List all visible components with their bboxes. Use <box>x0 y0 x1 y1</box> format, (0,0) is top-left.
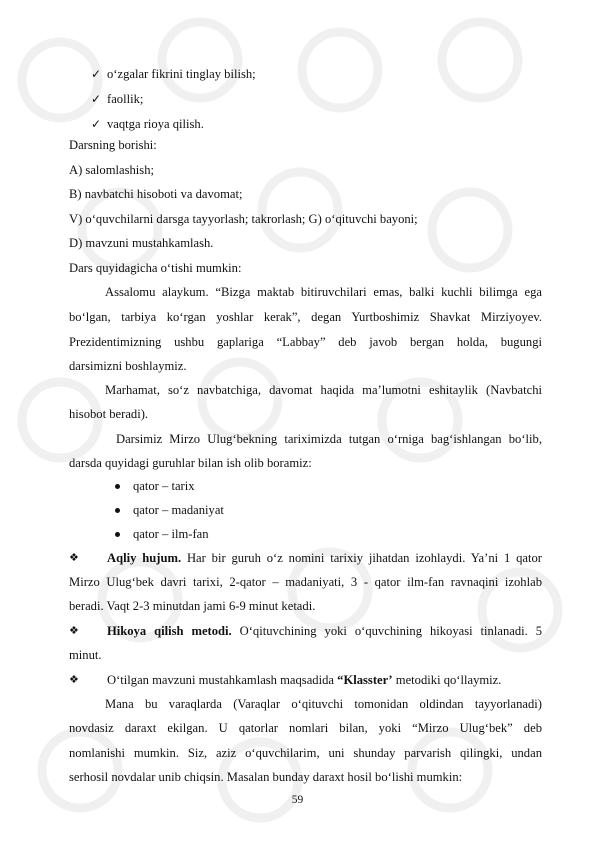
lesson-heading: Darsning borishi: <box>69 138 157 152</box>
paragraph-line: Marhamat, so‘z navbatchiga, davomat haqida ma’lumotni eshitaylik (Navbatchi <box>105 383 542 397</box>
lesson-step: B) navbatchi hisoboti va davomat; <box>69 187 243 201</box>
bullet-icon <box>115 532 120 537</box>
group-item: qator – ilm-fan <box>133 527 209 541</box>
diamond-bullet-icon: ❖ <box>69 625 79 637</box>
check-icon: ✓ <box>91 117 102 131</box>
method-title: Hikoya qilish metodi. <box>107 624 232 638</box>
paragraph-line: darsda quyidagi guruhlar bilan ish olib boramiz: <box>69 456 312 470</box>
lesson-step: A) salomlashish; <box>69 163 155 177</box>
page-number: 59 <box>291 794 304 806</box>
paragraph-line: Darsimiz Mirzo Ulug‘bekning tariximizda tutgan o‘rniga bag‘ishlangan bo‘lib, <box>116 432 542 446</box>
group-item: qator – tarix <box>133 479 195 493</box>
method-line: beradi. Vaqt 2-3 minutdan jami 6-9 minut ketadi. <box>69 599 316 613</box>
paragraph-line: darsimizni boshlaymiz. <box>69 359 187 373</box>
lesson-intro: Dars quyidagicha o‘tishi mumkin: <box>69 261 242 275</box>
paragraph-line: Prezidentimizning ushbu gaplariga “Labbay” deb javob bergan holda, bugungi <box>69 335 542 349</box>
paragraph-line: hisobot beradi). <box>69 407 149 421</box>
group-item: qator – madaniyat <box>133 503 224 517</box>
method-line: Aqliy hujum. Har bir guruh o‘z nomini tarixiy jihatdan izohlaydi. Ya’ni 1 qator <box>107 551 543 565</box>
method-title: Aqliy hujum. <box>107 551 182 565</box>
paragraph-line: Mana bu varaqlarda (Varaqlar o‘qituvchi tomonidan oldindan tayyorlanadi) <box>105 697 542 711</box>
checklist-item: o‘zgalar fikrini tinglay bilish; <box>107 67 256 81</box>
paragraph-line: novdasiz daraxt ekilgan. U qatorlar nomlari bilan, yoki “Mirzo Ulug‘bek” deb <box>69 721 542 735</box>
checklist-item: vaqtga rioya qilish. <box>107 117 204 131</box>
lesson-step: D) mavzuni mustahkamlash. <box>69 236 214 250</box>
diamond-bullet-icon: ❖ <box>69 674 79 686</box>
checklist-item: faollik; <box>107 92 144 106</box>
method-line: Hikoya qilish metodi. O‘qituvchining yoki o‘quvchining hikoyasi tinlanadi. 5 <box>107 624 543 638</box>
method-line: minut. <box>69 648 102 662</box>
paragraph-line: Assalomu alaykum. “Bizga maktab bitiruvchilari emas, balki kuchli bilimga ega <box>105 285 542 299</box>
method-line: O‘tilgan mavzuni mustahkamlash maqsadida “Klasster’ metodiki qo‘llaymiz. <box>107 673 502 687</box>
method-line: Mirzo Ulug‘bek davri tarixi, 2-qator – madaniyati, 3 - qator ilm-fan ravnaqini izohlab <box>69 575 542 589</box>
bullet-icon <box>115 484 120 489</box>
lesson-step: V) o‘quvchilarni darsga tayyorlash; takrorlash; G) o‘qituvchi bayoni; <box>69 212 418 226</box>
method-title: “Klasster’ <box>337 673 393 687</box>
check-icon: ✓ <box>91 67 102 81</box>
bullet-icon <box>115 508 120 513</box>
paragraph-line: bo‘lgan, tarbiya ko‘rgan yoshlar kerak”, degan Yurtboshimiz Shavkat Mirziyoyev. <box>69 310 542 324</box>
check-icon: ✓ <box>91 92 102 106</box>
diamond-bullet-icon: ❖ <box>69 552 79 564</box>
paragraph-line: serhosil novdalar unib chiqsin. Masalan bunday daraxt hosil bo‘lishi mumkin: <box>69 770 463 784</box>
paragraph-line: nomlanishi mumkin. Siz, aziz o‘quvchilarim, uni shunday parvarish qilingki, undan <box>69 746 542 760</box>
